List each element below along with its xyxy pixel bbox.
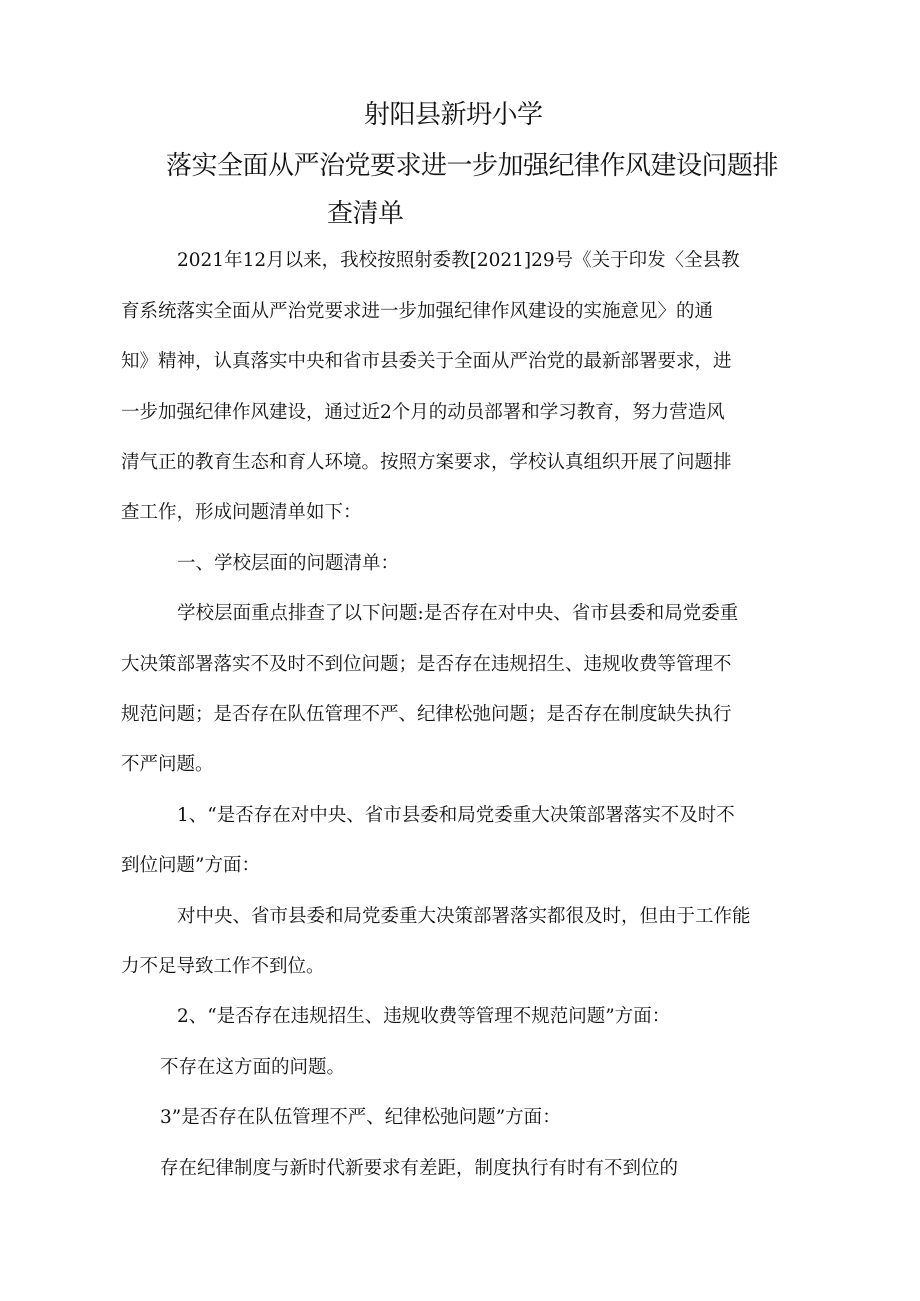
item-1-heading: 1、“是否存在对中央、省市县委和局党委重大决策部署落实不及时不 xyxy=(177,805,735,826)
intro-line: 清气正的教育生态和育人环境。按照方案要求，学校认真组织开展了问题排 xyxy=(121,452,732,473)
intro-line: 一步加强纪律作风建设，通过近2个月的动员部署和学习教育，努力营造风 xyxy=(121,402,725,423)
item-2-answer: 不存在这方面的问题。 xyxy=(160,1057,346,1078)
item-3-answer: 存在纪律制度与新时代新要求有差距，制度执行有时有不到位的 xyxy=(160,1158,679,1179)
summary-line: 大决策部署落实不及时不到位问题；是否存在违规招生、违规收费等管理不 xyxy=(121,654,732,675)
item-1-heading-continued: 到位问题”方面： xyxy=(121,855,260,876)
intro-line: 查工作，形成问题清单如下： xyxy=(121,502,362,523)
intro-line: 知》精神，认真落实中央和省市县委关于全面从严治党的最新部署要求，进 xyxy=(121,351,732,372)
item-1-answer: 对中央、省市县委和局党委重大决策部署落实都很及时，但由于工作能 xyxy=(177,906,751,927)
intro-line: 育系统落实全面从严治党要求进一步加强纪律作风建设的实施意见〉的通 xyxy=(121,301,714,322)
item-1-answer-continued: 力不足导致工作不到位。 xyxy=(121,956,325,977)
document-title-continued: 查清单 xyxy=(327,199,404,229)
summary-line: 不严问题。 xyxy=(121,754,214,775)
summary-line: 学校层面重点排查了以下问题:是否存在对中央、省市县委和局党委重 xyxy=(177,603,739,624)
item-3-heading: 3”是否存在队伍管理不严、纪律松弛问题”方面： xyxy=(160,1107,561,1128)
intro-line: 2021年12月以来，我校按照射委教[2021]29号《关于印发〈全县教 xyxy=(177,250,740,271)
school-name-title: 射阳县新坍小学 xyxy=(364,100,543,130)
document-title: 落实全面从严治党要求进一步加强纪律作风建设问题排 xyxy=(166,151,779,181)
summary-line: 规范问题；是否存在队伍管理不严、纪律松弛问题；是否存在制度缺失执行 xyxy=(121,704,732,725)
item-2-heading: 2、“是否存在违规招生、违规收费等管理不规范问题”方面： xyxy=(177,1006,671,1027)
section-heading: 一、学校层面的问题清单： xyxy=(177,553,400,574)
